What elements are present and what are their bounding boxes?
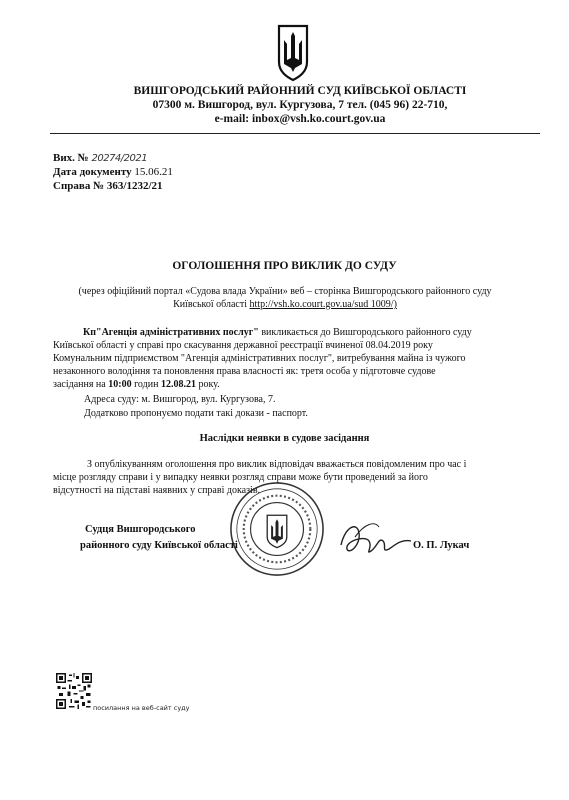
consequences-line-1: З опублікуванням оголошення про виклик відповідач вважається повідомленим про час і [87,459,467,470]
court-site-link[interactable]: http://vsh.ko.court.gov.ua/sud 1009/) [249,299,397,310]
body-line-2: Київської області у справі про скасування державної реєстрації вчиненої 08.04.2019 року [53,340,433,351]
consequences-line-3: відсутності на підставі наявних у справі доказів. [53,485,261,496]
via-line-2-prefix: Київської області [173,299,248,310]
body-line-4: незаконного володіння та поновлення права власності як: третя особа у підготовче судове [53,366,436,377]
document-date [53,166,173,178]
hearing-mid: годин [131,379,161,390]
via-line-2 [40,299,530,310]
body-line-5 [53,378,539,391]
evidence-line: Додатково пропонуємо подати такі докази - паспорт. [84,408,308,419]
body-line-3: Комунальним підприємством "Агенція адміністративних послуг", витребування майна із чужого [53,353,466,364]
consequences-title: Наслідки неявки в судове засідання [199,433,370,444]
hearing-suffix: року. [195,379,220,390]
outgoing-number [53,152,147,164]
date-label: Дата документу [53,166,132,178]
notice-title: ОГОЛОШЕННЯ ПРО ВИКЛИК ДО СУДУ [172,260,397,272]
court-address: 07300 м. Вишгород, вул. Кургузова, 7 тел. (045 96) 22-710, [152,99,448,111]
qr-code-icon[interactable] [56,673,92,709]
hearing-prefix: засідання на [53,379,109,390]
body-line-1-rest: викликається до Вишгородського районного суду [258,327,472,338]
outgoing-label: Вих. № [53,152,89,164]
case-number [53,180,163,192]
handwritten-signature-icon [335,515,415,563]
court-address-line: Адреса суду: м. Вишгород, вул. Кургузова, 7. [84,394,276,405]
body-line-1 [53,326,539,339]
outgoing-value: 20274/2021 [91,153,148,164]
hearing-time: 10:00 [108,379,132,390]
hearing-date: 12.08.21 [160,379,196,390]
qr-note: посилання на веб-сайт суду [93,704,190,712]
party-name: Кп"Агенція адміністративних послуг" [83,327,259,338]
header-divider [50,133,540,134]
trident-icon [273,22,313,82]
judge-name: О. П. Лукач [413,540,470,551]
court-name: ВИШГОРОДСЬКИЙ РАЙОННИЙ СУД КИЇВСЬКОЇ ОБЛАСТІ [133,85,467,97]
consequences-line-2: місце розгляду справи і у випадку неявки розгляд справи може бути проведений за його [53,472,428,483]
judge-title-line-2: районного суду Київської області [80,540,238,551]
judge-title-line-1: Судця Вишгородського [85,524,196,535]
court-seal-icon [228,480,326,578]
case-label: Справа № 363/1232/21 [53,180,163,192]
via-line-1: (через офіційний портал «Судова влада України» веб – сторінка Вишгородського районного суду [78,286,492,297]
date-value: 15.06.21 [134,166,173,178]
court-email: e-mail: inbox@vsh.ko.court.gov.ua [214,113,386,125]
